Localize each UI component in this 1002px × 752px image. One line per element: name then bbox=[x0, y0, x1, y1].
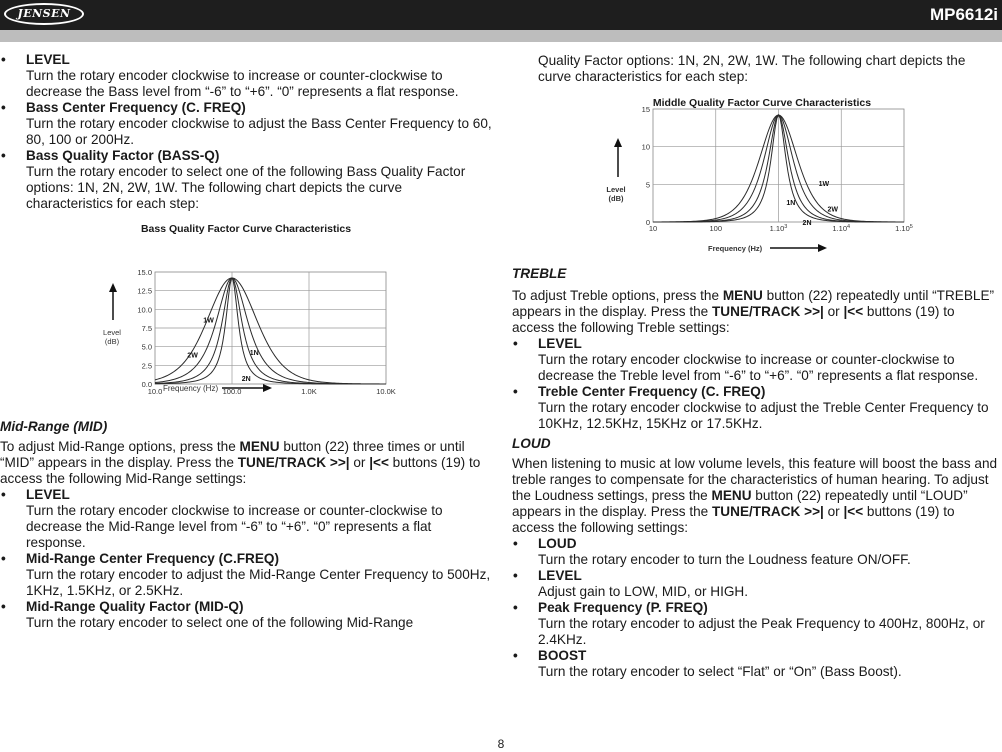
series-label-2w: 2W bbox=[827, 206, 839, 214]
y-tick-label: 15.0 bbox=[137, 268, 152, 277]
item-text: Turn the rotary encoder to adjust the Mid-Range Center Frequency to 500Hz, 1KHz, 1.5KHz, or 2.5KHz. bbox=[26, 567, 491, 598]
y-axis-label-line: (dB) bbox=[608, 194, 624, 203]
y-tick-label: 2.5 bbox=[141, 361, 152, 371]
series-label-1n: 1N bbox=[249, 349, 259, 357]
mid-center-frequency-item bbox=[0, 551, 492, 599]
back-button-ref: |<< bbox=[369, 455, 389, 470]
bass-center-frequency-item bbox=[0, 100, 492, 148]
series-label-2w: 2W bbox=[187, 352, 198, 360]
model-number: MP6612i bbox=[929, 5, 998, 24]
series-label-1w: 1W bbox=[818, 181, 830, 189]
y-tick-label: 12.5 bbox=[137, 286, 152, 296]
x-tick-label: 100.0 bbox=[222, 387, 242, 396]
x-tick-label: 10.0K bbox=[376, 387, 396, 396]
x-tick-label bbox=[832, 224, 850, 233]
treble-center-frequency-item bbox=[512, 384, 1000, 432]
mid-q-chart bbox=[512, 97, 1000, 257]
treble-level-item bbox=[512, 336, 1000, 384]
y-axis-label-line: Level bbox=[103, 328, 121, 337]
item-title: LEVEL bbox=[538, 568, 582, 583]
item-text: Turn the rotary encoder to adjust the Peak Frequency to 400Hz, 800Hz, or 2.4KHz. bbox=[538, 616, 985, 647]
chart-curves bbox=[155, 278, 386, 384]
item-text: Turn the rotary encoder to turn the Loudness feature ON/OFF. bbox=[538, 552, 911, 567]
item-title: Peak Frequency (P. FREQ) bbox=[538, 600, 708, 615]
y-axis-label-line: Level bbox=[606, 185, 626, 194]
x-tick-base: 1.10 bbox=[895, 224, 910, 233]
page-number: 8 bbox=[497, 737, 505, 751]
series-label-2n: 2N bbox=[802, 219, 812, 227]
x-tick-label: 10.0 bbox=[147, 387, 163, 396]
back-button-ref: |<< bbox=[843, 504, 864, 519]
text-run: or bbox=[823, 304, 844, 319]
treble-heading: TREBLE bbox=[512, 266, 567, 281]
y-tick-label: 7.5 bbox=[141, 324, 152, 333]
text-run: To adjust Treble options, press the bbox=[512, 288, 723, 303]
x-tick-label bbox=[770, 224, 788, 233]
item-title: Mid-Range Center Frequency (C.FREQ) bbox=[26, 551, 280, 566]
bullet: • bbox=[513, 384, 518, 399]
treble-intro bbox=[512, 288, 1000, 336]
tune-track-button-ref: TUNE/TRACK >>| bbox=[712, 504, 824, 519]
text-run: button (22) repeatedly until “TREBLE” appears in the display. Press the bbox=[512, 288, 995, 319]
back-button-ref: |<< bbox=[843, 304, 864, 319]
bullet: • bbox=[513, 336, 518, 351]
y-axis-arrow bbox=[109, 283, 117, 320]
boost-item bbox=[512, 648, 1000, 680]
x-tick-exponent: 4 bbox=[847, 224, 851, 230]
series-curve-2w bbox=[155, 278, 386, 384]
y-tick-label: 15 bbox=[641, 105, 650, 114]
menu-button-ref: MENU bbox=[722, 288, 763, 303]
item-text: Turn the rotary encoder to select one of the following Mid-Range bbox=[26, 615, 414, 630]
chart-series-labels bbox=[187, 318, 258, 383]
loud-intro bbox=[512, 456, 1000, 536]
header-band bbox=[0, 30, 1002, 42]
x-axis-arrow bbox=[770, 244, 827, 252]
y-tick-label: 0 bbox=[645, 218, 650, 227]
y-axis-label bbox=[606, 185, 625, 203]
item-title: Treble Center Frequency (C. FREQ) bbox=[538, 384, 766, 399]
peak-frequency-item bbox=[512, 600, 1000, 648]
bass-quality-factor-item bbox=[0, 148, 492, 212]
x-tick-label bbox=[895, 224, 913, 233]
chart-ticks bbox=[137, 268, 395, 396]
x-tick-exponent: 5 bbox=[909, 224, 913, 230]
bullet: • bbox=[1, 551, 6, 566]
text-run: buttons (19) to access the following settings: bbox=[512, 504, 955, 535]
y-tick-label: 5 bbox=[645, 180, 650, 190]
tune-track-button-ref: TUNE/TRACK >>| bbox=[712, 304, 824, 319]
loud-heading: LOUD bbox=[512, 436, 551, 451]
x-tick-label: 1.0K bbox=[301, 387, 317, 396]
mid-q-continued-text: Quality Factor options: 1N, 2N, 2W, 1W. The following chart depicts the curve characteristics for each step: bbox=[538, 53, 966, 84]
x-tick-exponent: 3 bbox=[784, 224, 788, 230]
x-axis-label: Frequency (Hz) bbox=[163, 384, 219, 393]
bullet: • bbox=[513, 568, 518, 583]
x-tick-base: 1.10 bbox=[832, 224, 848, 233]
bass-q-chart bbox=[0, 220, 492, 405]
item-title: BOOST bbox=[538, 648, 587, 663]
bullet: • bbox=[1, 599, 6, 614]
loud-item bbox=[512, 536, 1000, 568]
mid-level-item bbox=[0, 487, 492, 551]
item-title: Bass Center Frequency (C. FREQ) bbox=[26, 100, 246, 115]
chart-grid bbox=[653, 109, 904, 222]
text-run: When listening to music at low volume levels, this feature will boost the bass and treble ranges to compensate for the characteristics of human hearing. To adjust the Loudness settings, press the bbox=[512, 456, 998, 503]
item-title: Mid-Range Quality Factor (MID-Q) bbox=[26, 599, 244, 614]
item-text: Adjust gain to LOW, MID, or HIGH. bbox=[538, 584, 749, 599]
item-title: LEVEL bbox=[26, 487, 70, 502]
mid-range-intro bbox=[0, 439, 492, 487]
loud-level-item bbox=[512, 568, 1000, 600]
mid-quality-factor-item bbox=[0, 599, 492, 631]
bullet: • bbox=[1, 52, 6, 67]
item-text: Turn the rotary encoder clockwise to adjust the Bass Center Frequency to 60, 80, 100 or 200Hz. bbox=[26, 116, 492, 147]
text-run: button (22) three times or until “MID” appears in the display. Press the bbox=[0, 439, 465, 470]
item-title: LOUD bbox=[538, 536, 577, 551]
x-tick-label: 100 bbox=[709, 224, 723, 233]
series-label-1n: 1N bbox=[786, 200, 796, 208]
brand-logo: JENSEN bbox=[4, 3, 84, 25]
chart-title: Middle Quality Factor Curve Characteristics bbox=[652, 97, 872, 109]
item-title: Bass Quality Factor (BASS-Q) bbox=[26, 148, 220, 163]
chart-title: Bass Quality Factor Curve Characteristics bbox=[140, 223, 352, 235]
y-axis-label-line: (dB) bbox=[104, 337, 120, 346]
item-title: LEVEL bbox=[26, 52, 70, 67]
x-axis-label: Frequency (Hz) bbox=[708, 244, 763, 253]
text-run: or bbox=[349, 455, 370, 470]
bullet: • bbox=[1, 487, 6, 502]
x-tick-base: 1.10 bbox=[769, 224, 785, 233]
series-label-2n: 2N bbox=[241, 376, 251, 384]
menu-button-ref: MENU bbox=[711, 488, 752, 503]
chart-grid bbox=[155, 272, 386, 384]
bullet: • bbox=[1, 100, 6, 115]
item-title: LEVEL bbox=[538, 336, 582, 351]
item-text: Turn the rotary encoder clockwise to increase or counter-clockwise to decrease the Treble level from “-6” to “+6”. “0” represents a flat response. bbox=[538, 352, 979, 383]
x-tick-label: 10 bbox=[648, 224, 658, 233]
y-tick-label: 10.0 bbox=[137, 305, 152, 315]
text-run: To adjust Mid-Range options, press the bbox=[0, 439, 240, 454]
page-header bbox=[0, 0, 1002, 30]
y-axis-arrow bbox=[614, 138, 622, 177]
bass-level-item bbox=[0, 52, 492, 100]
item-text: Turn the rotary encoder to select one of the following Bass Quality Factor options: 1N, 2N, 2W, 1W. The following chart depicts the curve characteristics for each step: bbox=[26, 164, 466, 211]
bullet: • bbox=[1, 148, 6, 163]
tune-track-button-ref: TUNE/TRACK >>| bbox=[237, 455, 350, 470]
item-text: Turn the rotary encoder clockwise to increase or counter-clockwise to decrease the Bass level from “-6” to “+6”. “0” represents a flat response. bbox=[26, 68, 459, 99]
text-run: or bbox=[823, 504, 844, 519]
bullet: • bbox=[513, 600, 518, 615]
left-column bbox=[0, 52, 492, 631]
item-text: Turn the rotary encoder clockwise to increase or counter-clockwise to decrease the Mid-Range level from “-6” to “+6”. “0” represents a flat response. bbox=[26, 503, 443, 550]
y-tick-label: 0.0 bbox=[141, 380, 152, 389]
text-run: button (22) repeatedly until “LOUD” appears in the display. Press the bbox=[512, 488, 968, 519]
chart-ticks bbox=[642, 105, 913, 233]
item-text: Turn the rotary encoder to select “Flat” or “On” (Bass Boost). bbox=[538, 664, 902, 679]
y-tick-label: 10 bbox=[641, 142, 650, 152]
text-run: buttons (19) to access the following Treble settings: bbox=[512, 304, 955, 335]
menu-button-ref: MENU bbox=[239, 439, 280, 454]
mid-range-heading: Mid-Range (MID) bbox=[0, 419, 108, 434]
bullet: • bbox=[513, 536, 518, 551]
item-text: Turn the rotary encoder clockwise to adjust the Treble Center Frequency to 10KHz, 12.5KHz, 15KHz or 17.5KHz. bbox=[538, 400, 989, 431]
bullet: • bbox=[513, 648, 518, 663]
series-label-1w: 1W bbox=[203, 317, 214, 325]
y-axis-label bbox=[103, 328, 121, 346]
right-column bbox=[512, 53, 1000, 680]
y-tick-label: 5.0 bbox=[141, 342, 152, 352]
text-run: buttons (19) to access the following Mid-Range settings: bbox=[0, 455, 481, 486]
